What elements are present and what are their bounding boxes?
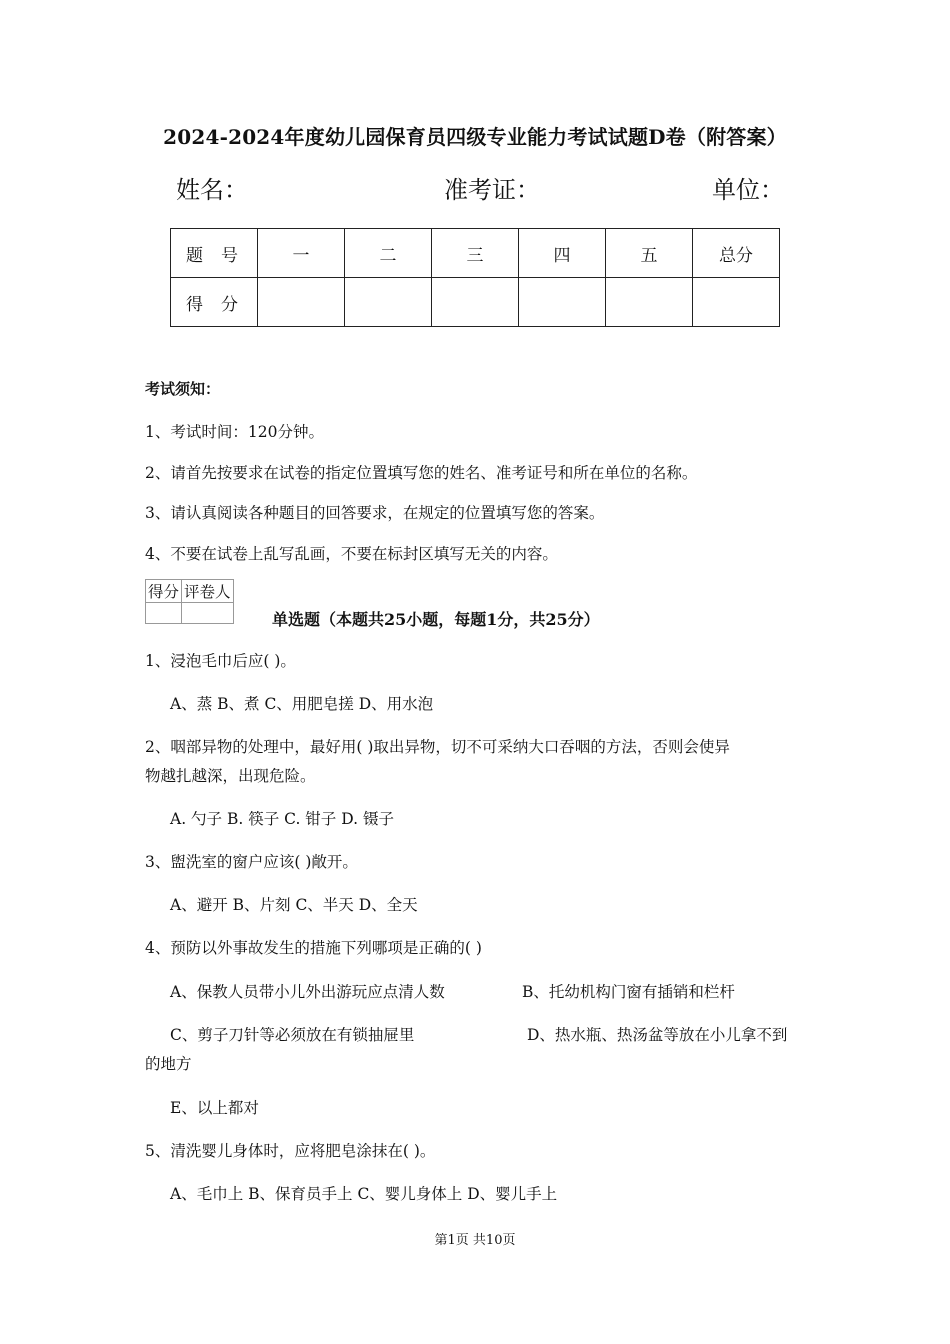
question-1-stem: 1、浸泡毛巾后应( )。 — [145, 652, 296, 670]
score-cell — [345, 278, 432, 327]
grader-name-label: 评卷人 — [182, 580, 234, 603]
section-title: 单选题（本题共25小题，每题1分，共25分） — [272, 610, 600, 629]
question-1-options: A、蒸 B、煮 C、用肥皂搓 D、用水泡 — [170, 695, 434, 713]
grader-box — [145, 579, 234, 624]
score-table-header-row — [171, 229, 780, 278]
question-2-stem-cont: 物越扎越深，出现危险。 — [145, 767, 316, 785]
notice-item: 3、请认真阅读各种题目的回答要求，在规定的位置填写您的答案。 — [145, 504, 605, 522]
question-4-option-d: D、热水瓶、热汤盆等放在小儿拿不到 — [527, 1026, 788, 1044]
grader-score-cell — [146, 603, 182, 624]
score-cell — [606, 278, 693, 327]
notice-item: 4、不要在试卷上乱写乱画，不要在标封区填写无关的内容。 — [145, 545, 558, 563]
score-cell — [432, 278, 519, 327]
score-table — [170, 228, 780, 327]
question-4-option-a: A、保教人员带小儿外出游玩应点清人数 — [170, 983, 445, 1001]
question-5-stem: 5、清洗婴儿身体时，应将肥皂涂抹在( )。 — [145, 1142, 436, 1160]
total-header: 总分 — [693, 229, 780, 278]
question-4-option-c: C、剪子刀针等必须放在有锁抽屉里 — [170, 1026, 415, 1044]
page-title: 2024-2024年度幼儿园保育员四级专业能力考试试题D卷（附答案） — [163, 125, 787, 149]
score-cell — [258, 278, 345, 327]
question-3-options: A、避开 B、片刻 C、半天 D、全天 — [170, 896, 418, 914]
name-label: 姓名： — [176, 176, 248, 204]
score-cell — [519, 278, 606, 327]
question-2-stem: 2、咽部异物的处理中，最好用( )取出异物，切不可采纳大口吞咽的方法，否则会使异 — [145, 738, 730, 756]
section-4-header: 四 — [519, 229, 606, 278]
question-number-header: 题号 — [171, 229, 258, 278]
question-3-stem: 3、盥洗室的窗户应该( )敞开。 — [145, 853, 358, 871]
question-5-options: A、毛巾上 B、保育员手上 C、婴儿身体上 D、婴儿手上 — [170, 1185, 558, 1203]
question-4-option-b: B、托幼机构门窗有插销和栏杆 — [522, 983, 735, 1001]
section-1-header: 一 — [258, 229, 345, 278]
section-2-header: 二 — [345, 229, 432, 278]
question-4-option-d-cont: 的地方 — [145, 1055, 192, 1073]
score-table-score-row — [171, 278, 780, 327]
page-footer: 第1页 共10页 — [434, 1233, 516, 1248]
grader-name-cell — [182, 603, 234, 624]
notice-item: 1、考试时间：120分钟。 — [145, 423, 324, 441]
grader-score-label: 得分 — [146, 580, 182, 603]
unit-label: 单位： — [712, 176, 784, 204]
score-cell — [693, 278, 780, 327]
notice-item: 2、请首先按要求在试卷的指定位置填写您的姓名、准考证号和所在单位的名称。 — [145, 464, 698, 482]
notice-heading: 考试须知： — [145, 380, 221, 398]
section-3-header: 三 — [432, 229, 519, 278]
question-2-options: A. 勺子 B. 筷子 C. 钳子 D. 镊子 — [170, 810, 394, 828]
score-label: 得分 — [171, 278, 258, 327]
section-5-header: 五 — [606, 229, 693, 278]
question-4-option-e: E、以上都对 — [170, 1099, 259, 1117]
exam-id-label: 准考证： — [444, 176, 540, 204]
question-4-stem: 4、预防以外事故发生的措施下列哪项是正确的( ) — [145, 939, 482, 957]
